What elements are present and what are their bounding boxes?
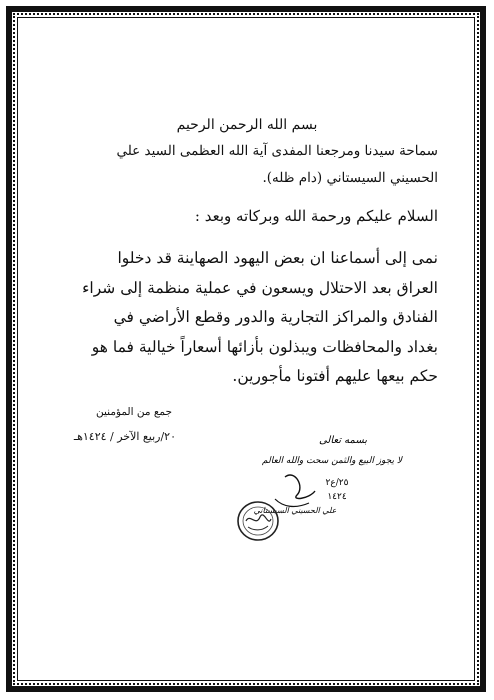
basmala: بسم الله الرحمن الرحيم bbox=[176, 117, 318, 133]
reply-signature: علي الحسيني السيستاني bbox=[253, 506, 337, 515]
reply-opening: بسمه تعالى bbox=[318, 435, 368, 446]
address-line-2: الحسيني السيستاني (دام ظله). bbox=[262, 170, 438, 186]
greeting: السلام عليكم ورحمة الله وبركاته وبعد : bbox=[194, 207, 438, 225]
reply-ruling: لا يجوز البيع والثمن سحت والله العالم bbox=[261, 456, 403, 466]
body-line: العراق بعد الاحتلال ويسعون في عملية منظمة إلى شراء bbox=[82, 278, 438, 297]
body-line: نمى إلى أسماعنا ان بعض اليهود الصهاينة قد دخلوا bbox=[117, 249, 438, 267]
body-line: بغداد والمحافظات ويبذلون بأزائها أسعاراً خيالية فما هو bbox=[91, 337, 438, 356]
body-line: الفنادق والمراكز التجارية والدور وقطع الأراضي في bbox=[113, 308, 438, 326]
letter-body bbox=[48, 244, 438, 392]
address-line-1: سماحة سيدنا ومرجعنا المفدى آية الله العظمى السيد علي bbox=[116, 143, 438, 159]
signature-stroke bbox=[285, 475, 315, 498]
letter-date: ٢٠/ربيع الآخر / ١٤٢٤هـ bbox=[73, 430, 176, 443]
reply-date: ٢٥/ع٢ bbox=[325, 478, 349, 488]
handwritten-reply bbox=[253, 435, 403, 532]
body-line: حكم بيعها عليهم أفتونا مأجورين. bbox=[232, 367, 438, 385]
seal-stamp bbox=[234, 497, 282, 545]
reply-year: ١٤٢٤ bbox=[327, 492, 347, 502]
sender: جمع من المؤمنين bbox=[95, 406, 172, 418]
